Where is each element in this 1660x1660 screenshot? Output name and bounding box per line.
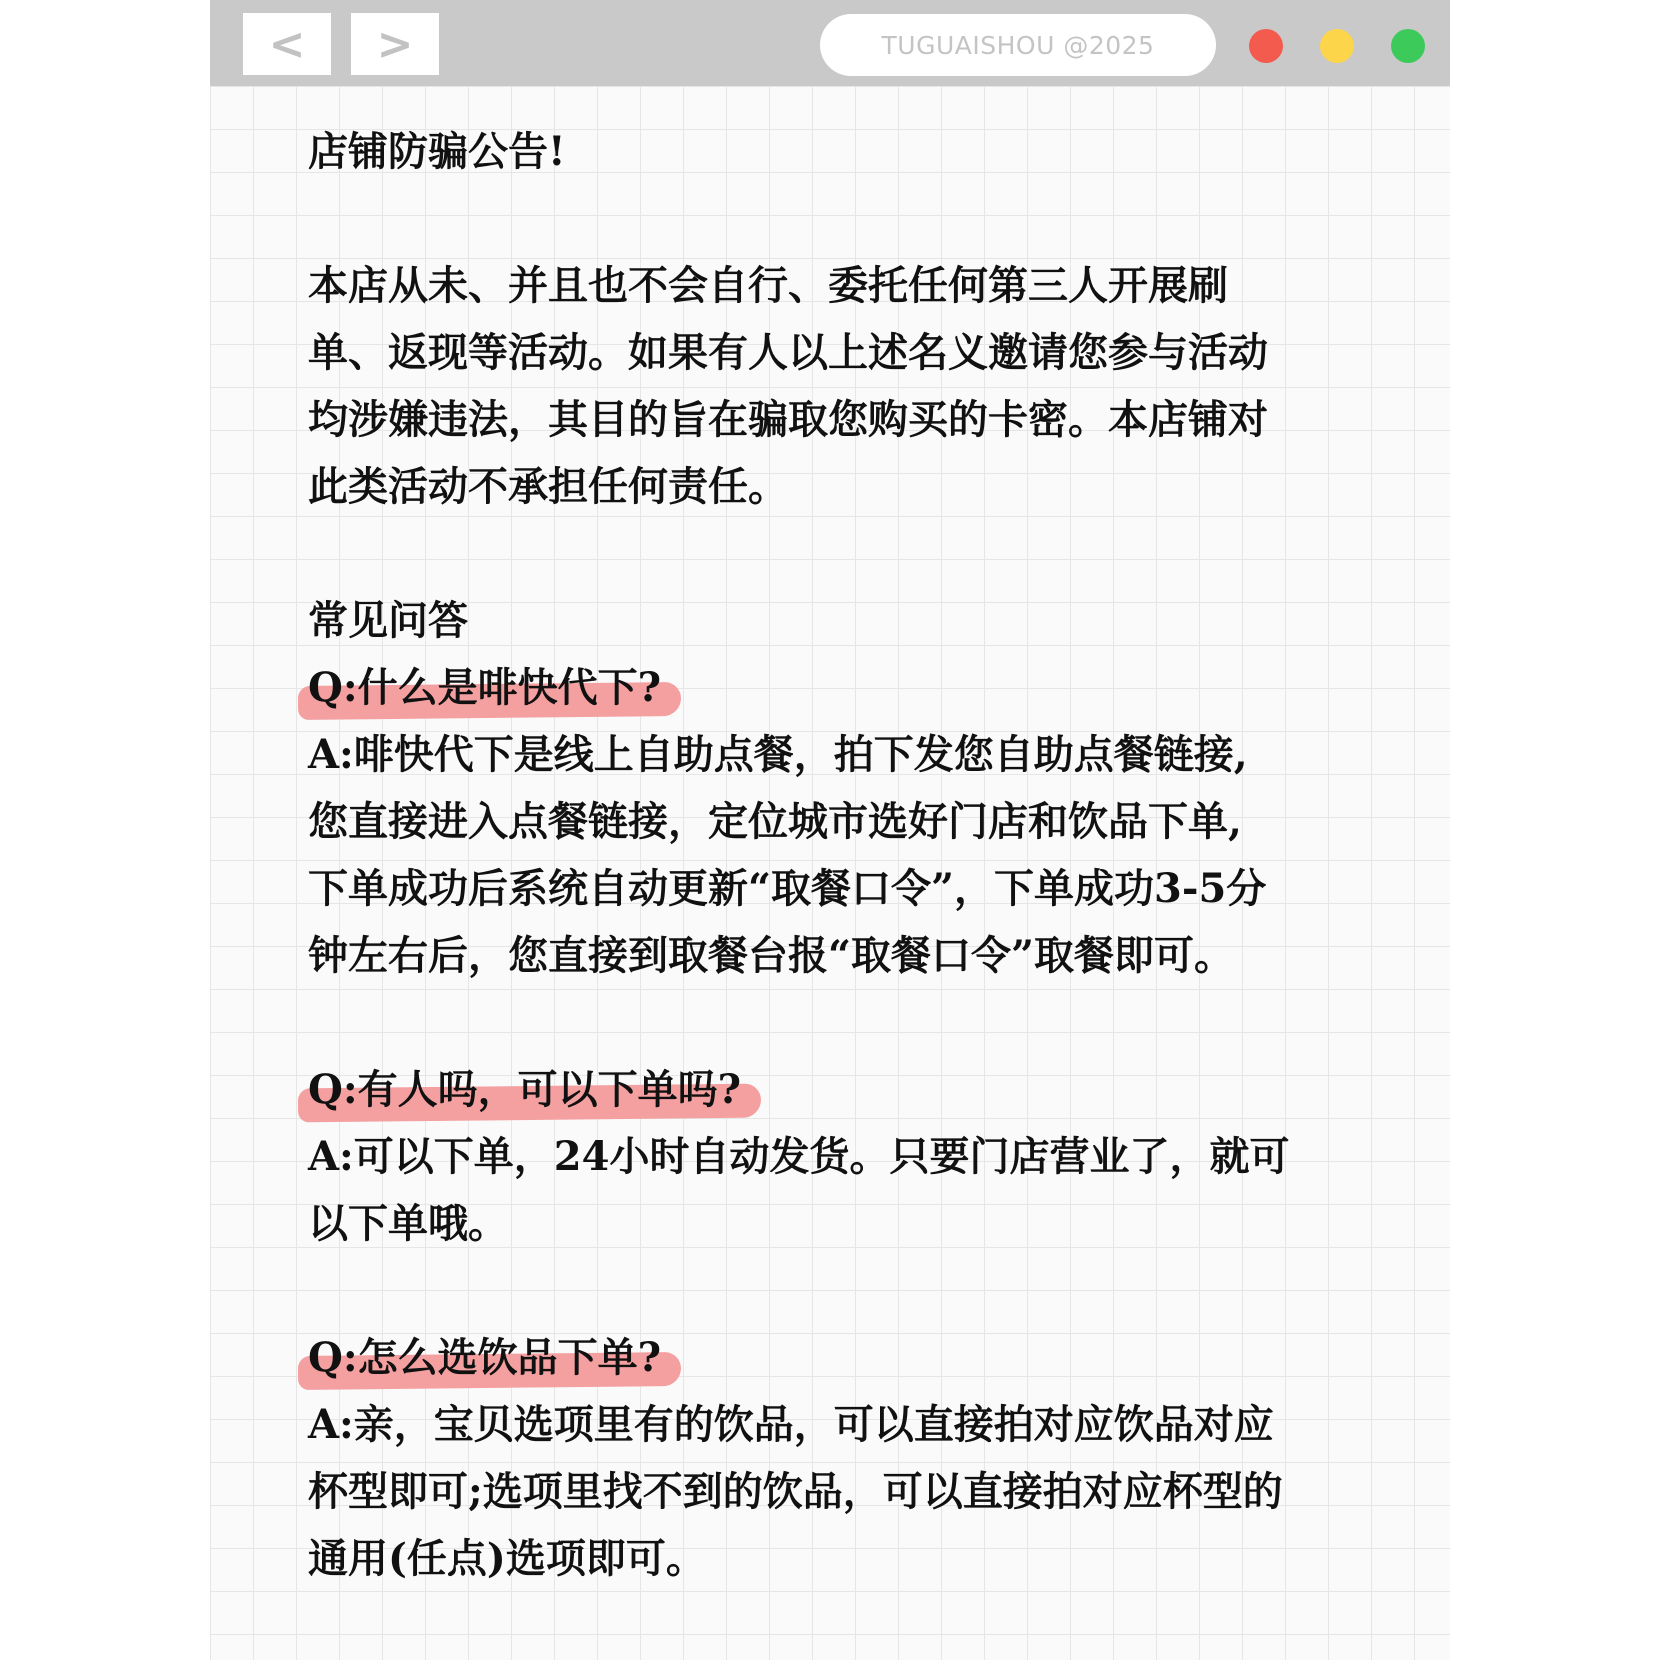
- forward-button[interactable]: [351, 13, 439, 75]
- browser-toolbar: [210, 0, 1450, 86]
- spacer: [308, 520, 1368, 587]
- faq-answer-line: A:啡快代下是线上自助点餐，拍下发您自助点餐链接,: [308, 731, 1248, 778]
- notice-line: 本店从未、并且也不会自行、委托任何第三人开展刷: [308, 262, 1228, 309]
- notice-title: 店铺防骗公告!: [308, 128, 566, 175]
- faq-answer-line: 您直接进入点餐链接，定位城市选好门店和饮品下单,: [308, 798, 1242, 845]
- faq-question-row: [308, 1056, 1368, 1123]
- faq-answer-line: 以下单哦。: [308, 1200, 508, 1247]
- faq-answer-line: A:亲，宝贝选项里有的饮品，可以直接拍对应饮品对应: [308, 1401, 1274, 1448]
- faq-question-row: [308, 654, 1368, 721]
- close-window-button[interactable]: [1249, 29, 1283, 63]
- faq-question: Q:什么是啡快代下?: [308, 654, 661, 721]
- faq-question-row: [308, 1324, 1368, 1391]
- faq-title: 常见问答: [308, 597, 468, 644]
- faq-question: Q:怎么选饮品下单?: [308, 1324, 661, 1391]
- maximize-window-button[interactable]: [1391, 29, 1425, 63]
- spacer: [308, 989, 1368, 1056]
- notice-line: 此类活动不承担任何责任。: [308, 463, 788, 510]
- chevron-right-icon: >: [376, 18, 414, 70]
- spacer: [308, 185, 1368, 252]
- faq-answer-line: A:可以下单，24小时自动发货。只要门店营业了，就可: [308, 1133, 1290, 1180]
- faq-answer-line: 通用(任点)选项即可。: [308, 1535, 706, 1582]
- minimize-window-button[interactable]: [1320, 29, 1354, 63]
- chevron-left-icon: <: [268, 18, 306, 70]
- faq-answer-line: 钟左右后，您直接到取餐台报“取餐口令”取餐即可。: [308, 932, 1235, 979]
- browser-window: [210, 0, 1450, 1660]
- notice-line: 均涉嫌违法，其目的旨在骗取您购买的卡密。本店铺对: [308, 396, 1268, 443]
- notice-line: 单、返现等活动。如果有人以上述名义邀请您参与活动: [308, 329, 1268, 376]
- address-bar[interactable]: [820, 14, 1216, 76]
- faq-question: Q:有人吗，可以下单吗?: [308, 1056, 741, 1123]
- address-text: TUGUAISHOU @2025: [881, 30, 1155, 60]
- faq-answer-line: 杯型即可;选项里找不到的饮品，可以直接拍对应杯型的: [308, 1468, 1283, 1515]
- spacer: [308, 1257, 1368, 1324]
- page-content: [308, 118, 1368, 1592]
- back-button[interactable]: [243, 13, 331, 75]
- faq-answer-line: 下单成功后系统自动更新“取餐口令”，下单成功3-5分: [308, 865, 1267, 912]
